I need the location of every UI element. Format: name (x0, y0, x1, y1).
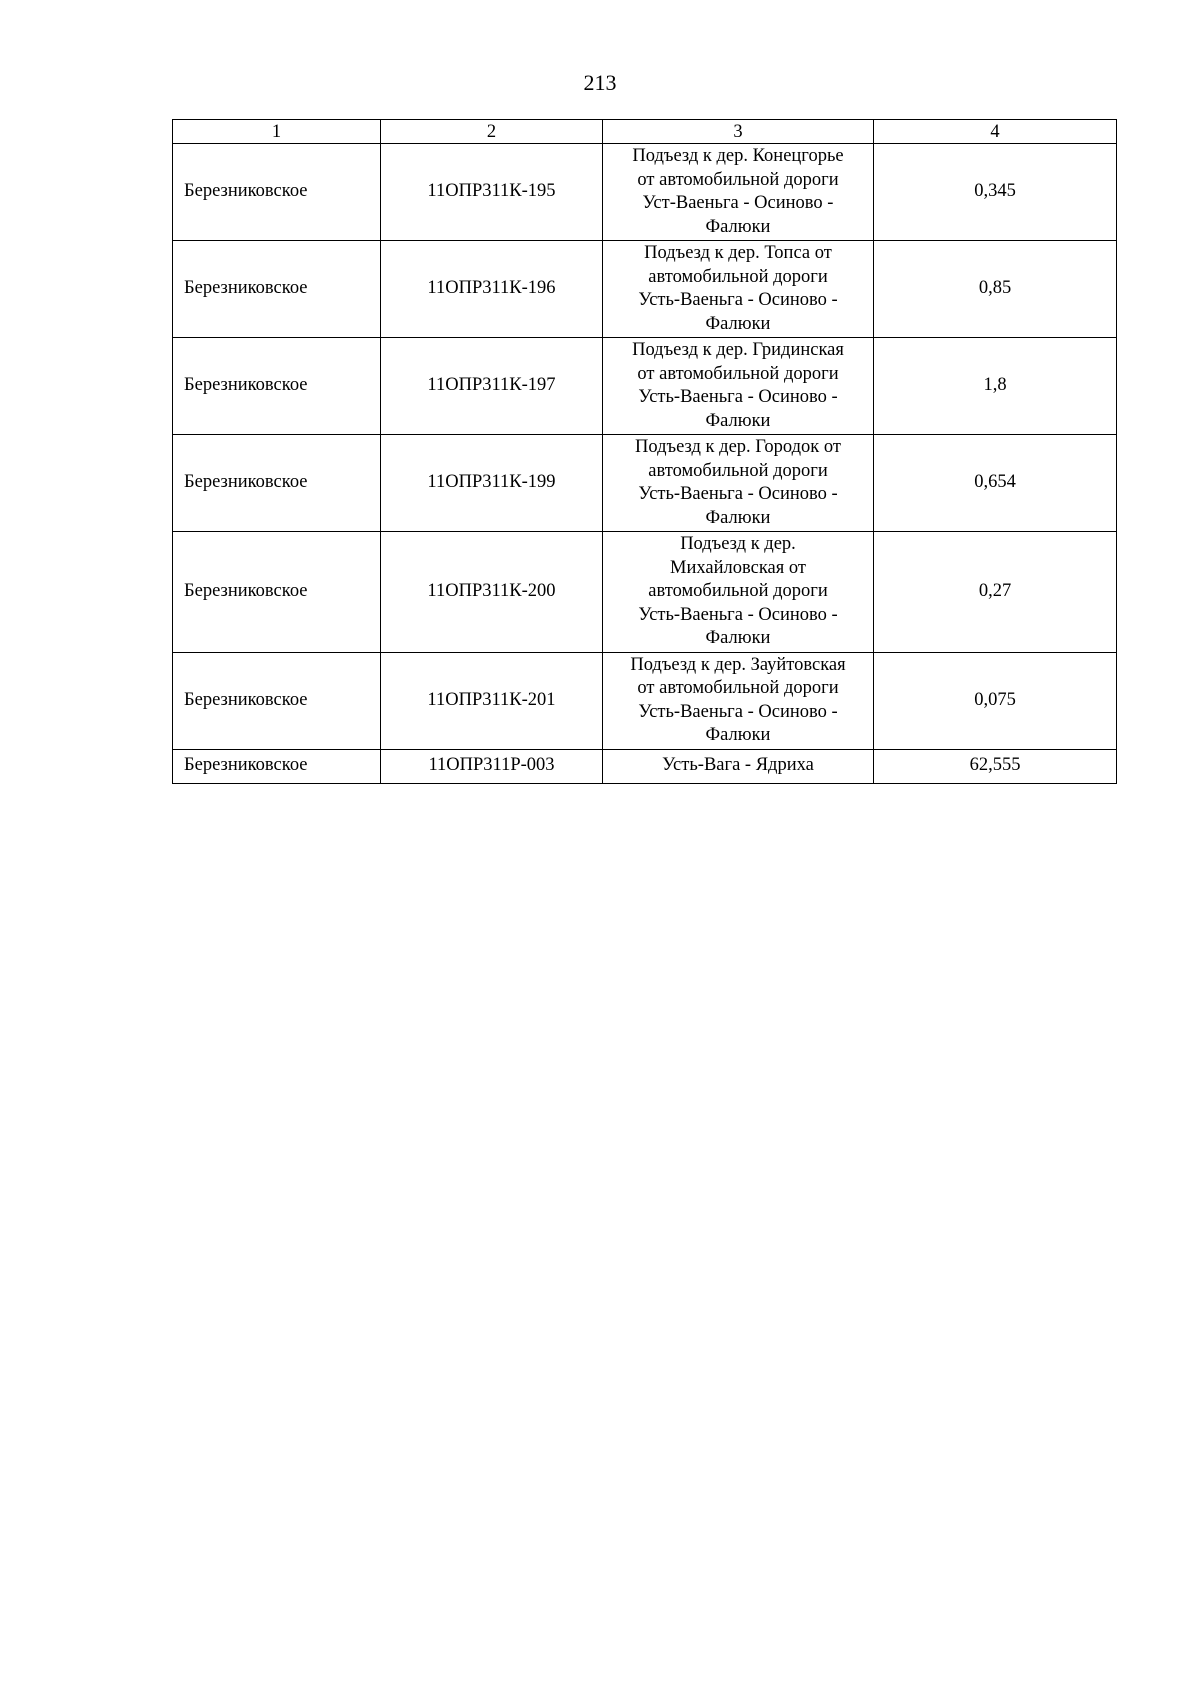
road-name-line: Усть-Ваеньга - Осиново - (638, 604, 838, 625)
road-length-cell: 0,85 (874, 241, 1117, 338)
road-name-line: автомобильной дороги (648, 581, 828, 601)
road-name-line: Фалюки (705, 410, 771, 431)
page-number: 213 (583, 70, 617, 95)
road-code-cell: 11ОПР311К-196 (381, 241, 603, 338)
table-row (173, 241, 1117, 338)
road-code-cell: 11ОПР311К-195 (381, 144, 603, 241)
road-name-cell (603, 241, 874, 338)
road-code-cell: 11ОПР311К-199 (381, 435, 603, 532)
settlement-cell: Березниковское (173, 749, 381, 783)
settlement-cell: Березниковское (173, 435, 381, 532)
road-name-line: автомобильной дороги (648, 266, 828, 287)
road-name-line: Усть-Вага - Ядриха (662, 755, 814, 776)
road-length-cell: 0,345 (874, 144, 1117, 241)
road-name-line: Подъезд к дер. Топса от (644, 243, 832, 263)
road-code-cell: 11ОПР311Р-003 (381, 749, 603, 783)
road-name-line: Усть-Ваеньга - Осиново - (638, 484, 838, 504)
road-name-line: Фалюки (705, 313, 771, 334)
road-name-line: Подъезд к дер. (680, 534, 796, 554)
road-name-cell (603, 144, 874, 241)
settlement-cell: Березниковское (173, 338, 381, 435)
settlement-cell: Березниковское (173, 144, 381, 241)
road-name-line: Фалюки (705, 628, 771, 648)
road-name-line: Усть-Ваеньга - Осиново - (638, 387, 838, 407)
road-name-line: Фалюки (705, 216, 771, 237)
road-length-cell: 0,27 (874, 532, 1117, 653)
road-name-cell (603, 652, 874, 749)
road-name-cell (603, 435, 874, 532)
road-name-line: Михайловская от (670, 557, 806, 578)
road-name-line: от автомобильной дороги (637, 363, 839, 384)
road-name-line: Подъезд к дер. Конецгорье (632, 146, 844, 166)
table-row (173, 532, 1117, 653)
road-length-cell: 0,075 (874, 652, 1117, 749)
road-name-line: автомобильной дороги (648, 460, 828, 481)
road-name-line: от автомобильной дороги (637, 678, 839, 698)
settlement-cell: Березниковское (173, 652, 381, 749)
road-name-cell (603, 532, 874, 653)
road-name-line: Фалюки (705, 507, 771, 528)
road-name-cell (603, 749, 874, 783)
road-length-cell: 1,8 (874, 338, 1117, 435)
table-row (173, 749, 1117, 783)
road-length-cell: 0,654 (874, 435, 1117, 532)
road-name-line: Подъезд к дер. Зауйтовская (630, 654, 846, 675)
road-name-line: Фалюки (705, 725, 771, 745)
road-code-cell: 11ОПР311К-197 (381, 338, 603, 435)
road-length-cell: 62,555 (874, 749, 1117, 783)
table-row (173, 144, 1117, 241)
road-code-cell: 11ОПР311К-201 (381, 652, 603, 749)
table-row (173, 338, 1117, 435)
table-header-row (173, 120, 1117, 144)
roads-table (172, 119, 1117, 784)
table-row (173, 435, 1117, 532)
column-number-3: 3 (603, 120, 874, 144)
road-name-line: от автомобильной дороги (637, 169, 839, 190)
road-code-cell: 11ОПР311К-200 (381, 532, 603, 653)
road-name-line: Усть-Ваеньга - Осиново - (638, 290, 838, 310)
settlement-cell: Березниковское (173, 241, 381, 338)
road-name-line: Подъезд к дер. Городок от (635, 437, 841, 457)
column-number-4: 4 (874, 120, 1117, 144)
column-number-1: 1 (173, 120, 381, 144)
table-row (173, 652, 1117, 749)
road-name-line: Усть-Ваеньга - Осиново - (638, 701, 838, 722)
road-name-cell (603, 338, 874, 435)
road-name-line: Подъезд к дер. Гридинская (632, 340, 844, 360)
settlement-cell: Березниковское (173, 532, 381, 653)
column-number-2: 2 (381, 120, 603, 144)
road-name-line: Уст-Ваеньга - Осиново - (642, 193, 834, 213)
